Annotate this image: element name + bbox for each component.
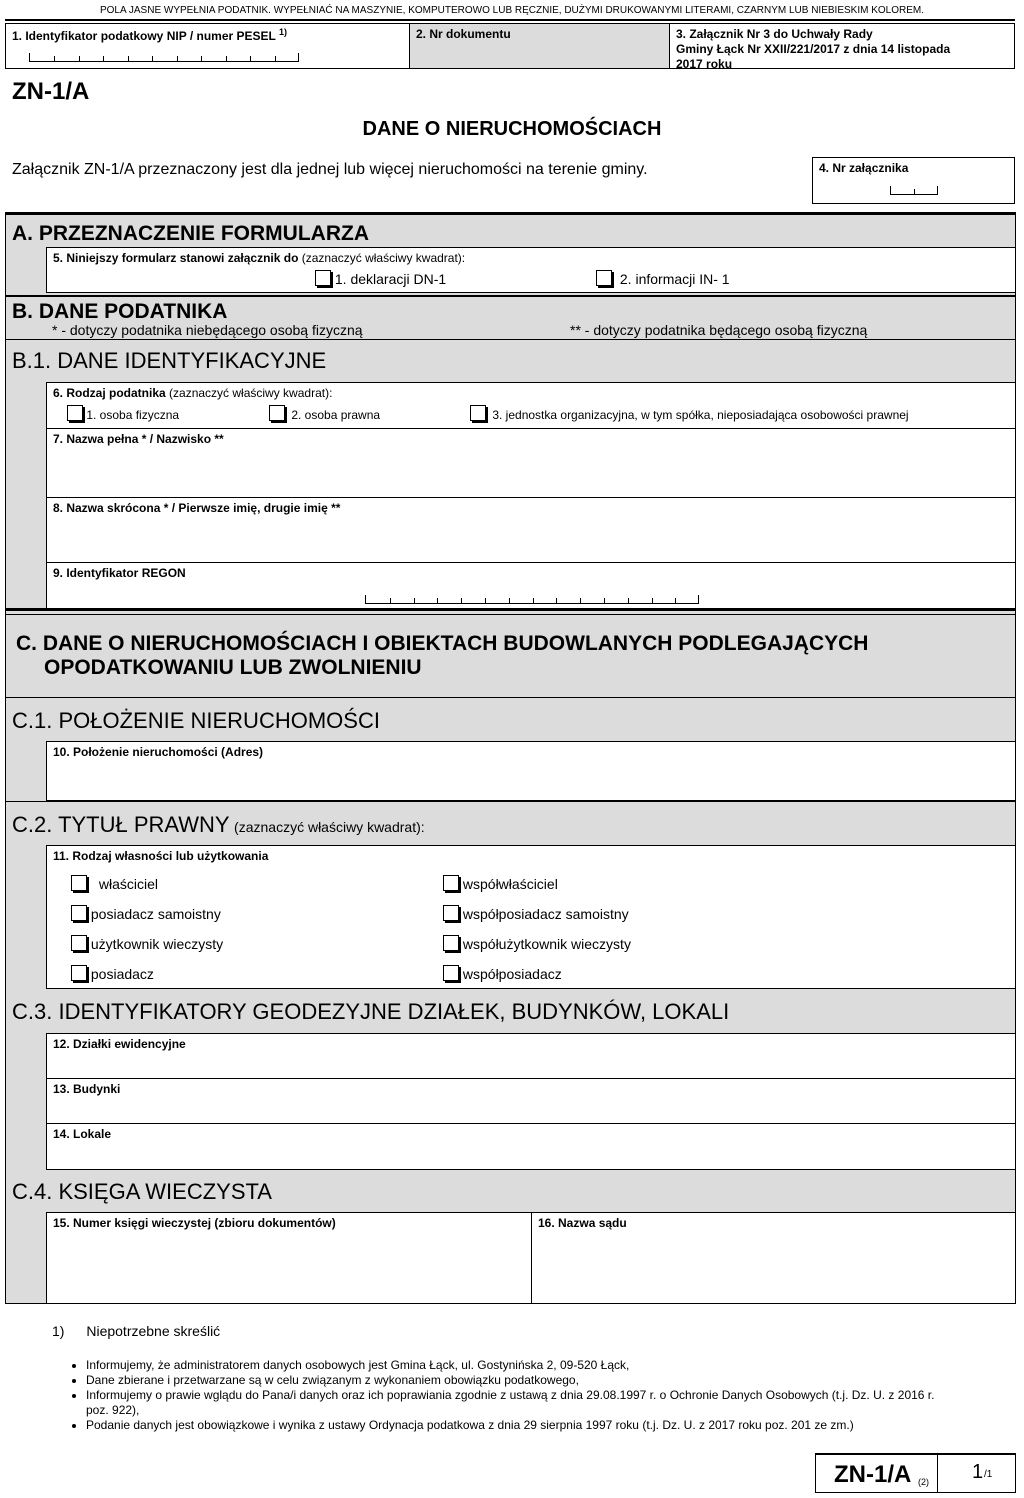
field-13-buildings[interactable] [46,1078,1016,1124]
note-legal-entity: * - dotyczy podatnika niebędącego osobą fizyczną [52,322,363,338]
checkbox-icon[interactable] [443,875,459,891]
field-11-label: 11. Rodzaj własności lub użytkowania [53,849,269,863]
field-16-court-name[interactable] [531,1212,1016,1304]
footnote-number: 1) [52,1323,65,1339]
field-13-label: 13. Budynki [53,1082,121,1096]
field-9-regon[interactable] [46,562,1016,609]
field-10-label: 10. Położenie nieruchomości (Adres) [53,745,264,759]
header-field-2 [410,23,670,69]
checkbox-icon[interactable] [443,905,459,921]
header-field-3 [670,23,1015,69]
field-3-line-1: 3. Załącznik Nr 3 do Uchwały Rady [676,27,873,41]
footer-code-box [815,1453,938,1493]
checkbox-icon[interactable] [71,965,87,981]
field-12-plots[interactable] [46,1033,1016,1079]
section-c2-hint: (zaznaczyć właściwy kwadrat): [234,819,425,835]
field-4-label: 4. Nr załącznika [819,161,909,175]
option-legal-person[interactable]: 2. osoba prawna [269,405,380,422]
field-10-address[interactable] [46,741,1016,801]
checkbox-icon[interactable] [443,965,459,981]
footnote [52,1323,220,1339]
checkbox-icon[interactable] [269,405,285,421]
field-7-label: 7. Nazwa pełna * / Nazwisko ** [53,432,224,446]
attachment-number-comb[interactable] [890,186,938,195]
section-b-title: B. DANE PODATNIKA [12,300,228,323]
list-item: • Informujemy o prawie wglądu do Pana/i danych oraz ich poprawiania zgodnie z ustawą z dnia 29.08.1997 r. o Ochronie Danych Osobowych (t.j. Dz. U. z 2016 r. poz. 922), [86,1388,958,1418]
field-3-line-2: Gminy Łąck Nr XXII/221/2017 z dnia 14 listopada [676,42,951,56]
ownership-right-column [443,869,631,989]
section-c1-title: C.1. POŁOŻENIE NIERUCHOMOŚCI [12,708,380,733]
list-item: • Dane zbierane i przetwarzane są w celu związanym z wykonaniem obowiązku podatkowego, [86,1373,958,1388]
field-15-land-register[interactable] [46,1212,532,1304]
option-natural-person[interactable]: 1. osoba fizyczna [67,405,179,422]
field-15-label: 15. Numer księgi wieczystej (zbioru dokumentów) [53,1216,336,1230]
section-a-title: A. PRZEZNACZENIE FORMULARZA [12,222,369,245]
option-co-perpetual-user[interactable]: współużytkownik wieczysty [443,929,631,959]
section-c-title-line-2: OPODATKOWANIU LUB ZWOLNIENIU [44,656,422,679]
checkbox-icon[interactable] [71,905,87,921]
page-title: DANE O NIERUCHOMOŚCIACH [362,118,662,140]
footer-form-version: (2) [918,1477,929,1487]
regon-comb[interactable] [365,595,699,604]
option-perpetual-user[interactable]: użytkownik wieczysty [71,929,223,959]
field-8-label: 8. Nazwa skrócona * / Pierwsze imię, drugie imię ** [53,501,341,515]
section-c-title [16,632,868,680]
intro-text: Załącznik ZN-1/A przeznaczony jest dla jednej lub więcej nieruchomości na terenie gminy. [12,161,648,178]
field-7-full-name[interactable] [46,428,1016,498]
field-6-hint: (zaznaczyć właściwy kwadrat): [169,386,333,400]
ownership-left-column [71,869,223,989]
option-organizational-unit[interactable]: 3. jednostka organizacyjna, w tym spółka, nieposiadająca osobowości prawnej [470,405,909,422]
form-code: ZN-1/A [12,78,90,105]
option-co-owner[interactable]: współwłaściciel [443,869,631,899]
note-natural-person: ** - dotyczy podatnika będącego osobą fizyczną [570,322,868,338]
field-3-line-3: 2017 roku [676,57,733,71]
field-5-box [46,247,1016,293]
list-item: • Podanie danych jest obowiązkowe i wynika z ustawy Ordynacja podatkowa z dnia 29 sierpnia 1997 roku (t.j. Dz. U. z 2017 roku poz. 201 ze zm.) [86,1418,958,1433]
checkbox-icon[interactable] [315,270,331,286]
gdpr-notes [58,1358,958,1436]
checkbox-icon[interactable] [470,405,486,421]
divider-b-b1 [5,339,1016,340]
field-2-label: 2. Nr dokumentu [416,27,511,41]
divider-c1-c2 [5,801,1016,802]
checkbox-icon[interactable] [596,270,612,286]
field-5-hint: (zaznaczyć właściwy kwadrat): [301,251,466,265]
option-in1[interactable]: 2. informacji IN- 1 [596,270,730,287]
header-field-1[interactable] [5,23,410,69]
section-c3-title: C.3. IDENTYFIKATORY GEODEZYJNE DZIAŁEK, BUDYNKÓW, LOKALI [12,999,730,1024]
field-12-label: 12. Działki ewidencyjne [53,1037,186,1051]
field-1-label: 1. Identyfikator podatkowy NIP / numer PESEL [12,29,276,43]
divider-a-b [5,295,1016,297]
footer-form-code: ZN-1/A [834,1461,912,1488]
nip-comb[interactable] [29,53,299,62]
field-16-label: 16. Nazwa sądu [538,1216,627,1230]
checkbox-icon[interactable] [443,935,459,951]
checkbox-icon[interactable] [71,875,87,891]
field-8-short-name[interactable] [46,497,1016,563]
checkbox-icon[interactable] [67,405,83,421]
field-11-ownership [46,845,1016,989]
divider-b-c [5,608,1016,611]
option-owner[interactable]: właściciel [71,869,223,899]
option-co-possessor[interactable]: współposiadacz [443,959,631,989]
section-c4-title: C.4. KSIĘGA WIECZYSTA [12,1179,272,1204]
field-14-label: 14. Lokale [53,1127,112,1141]
page-total: /1 [984,1469,993,1480]
list-item: • Informujemy, że administratorem danych osobowych jest Gmina Łąck, ul. Gostynińska 2, 09-520 Łąck, [86,1358,958,1373]
section-c2-title [12,812,425,838]
field-9-label: 9. Identyfikator REGON [53,566,186,580]
footnote-text: Niepotrzebne skreślić [86,1323,221,1339]
divider-b-c-2 [5,614,1016,615]
option-co-autonomous-possessor[interactable]: współposiadacz samoistny [443,899,631,929]
section-b1-title: B.1. DANE IDENTYFIKACYJNE [12,348,327,373]
top-rule [5,19,1015,21]
top-instruction: POLA JASNE WYPEŁNIA PODATNIK. WYPEŁNIAĆ NA MASZYNIE, KOMPUTEROWO LUB RĘCZNIE, DUŻYMI DRUKOWANYMI LITERAMI, CZARNYM LUB NIEBIESKIM KOLOREM. [99,5,925,16]
option-possessor[interactable]: posiadacz [71,959,223,989]
option-autonomous-possessor[interactable]: posiadacz samoistny [71,899,223,929]
field-6-box [46,382,1016,429]
section-c2-heading: C.2. TYTUŁ PRAWNY [12,812,230,837]
divider-c-c1 [5,697,1016,698]
section-c-title-line-1: C. DANE O NIERUCHOMOŚCIACH I OBIEKTACH BUDOWLANYCH PODLEGAJĄCYCH [16,632,869,655]
field-4-box[interactable] [812,157,1015,204]
checkbox-icon[interactable] [71,935,87,951]
page-number: 1 [972,1461,984,1483]
footer-page-box [937,1453,1016,1493]
option-dn1[interactable]: 1. deklaracji DN-1 [315,270,446,287]
field-14-premises[interactable] [46,1123,1016,1170]
field-5-label: 5. Niniejszy formularz stanowi załącznik do [53,251,299,265]
field-6-label: 6. Rodzaj podatnika [53,386,166,400]
field-1-sup: 1) [278,27,287,37]
